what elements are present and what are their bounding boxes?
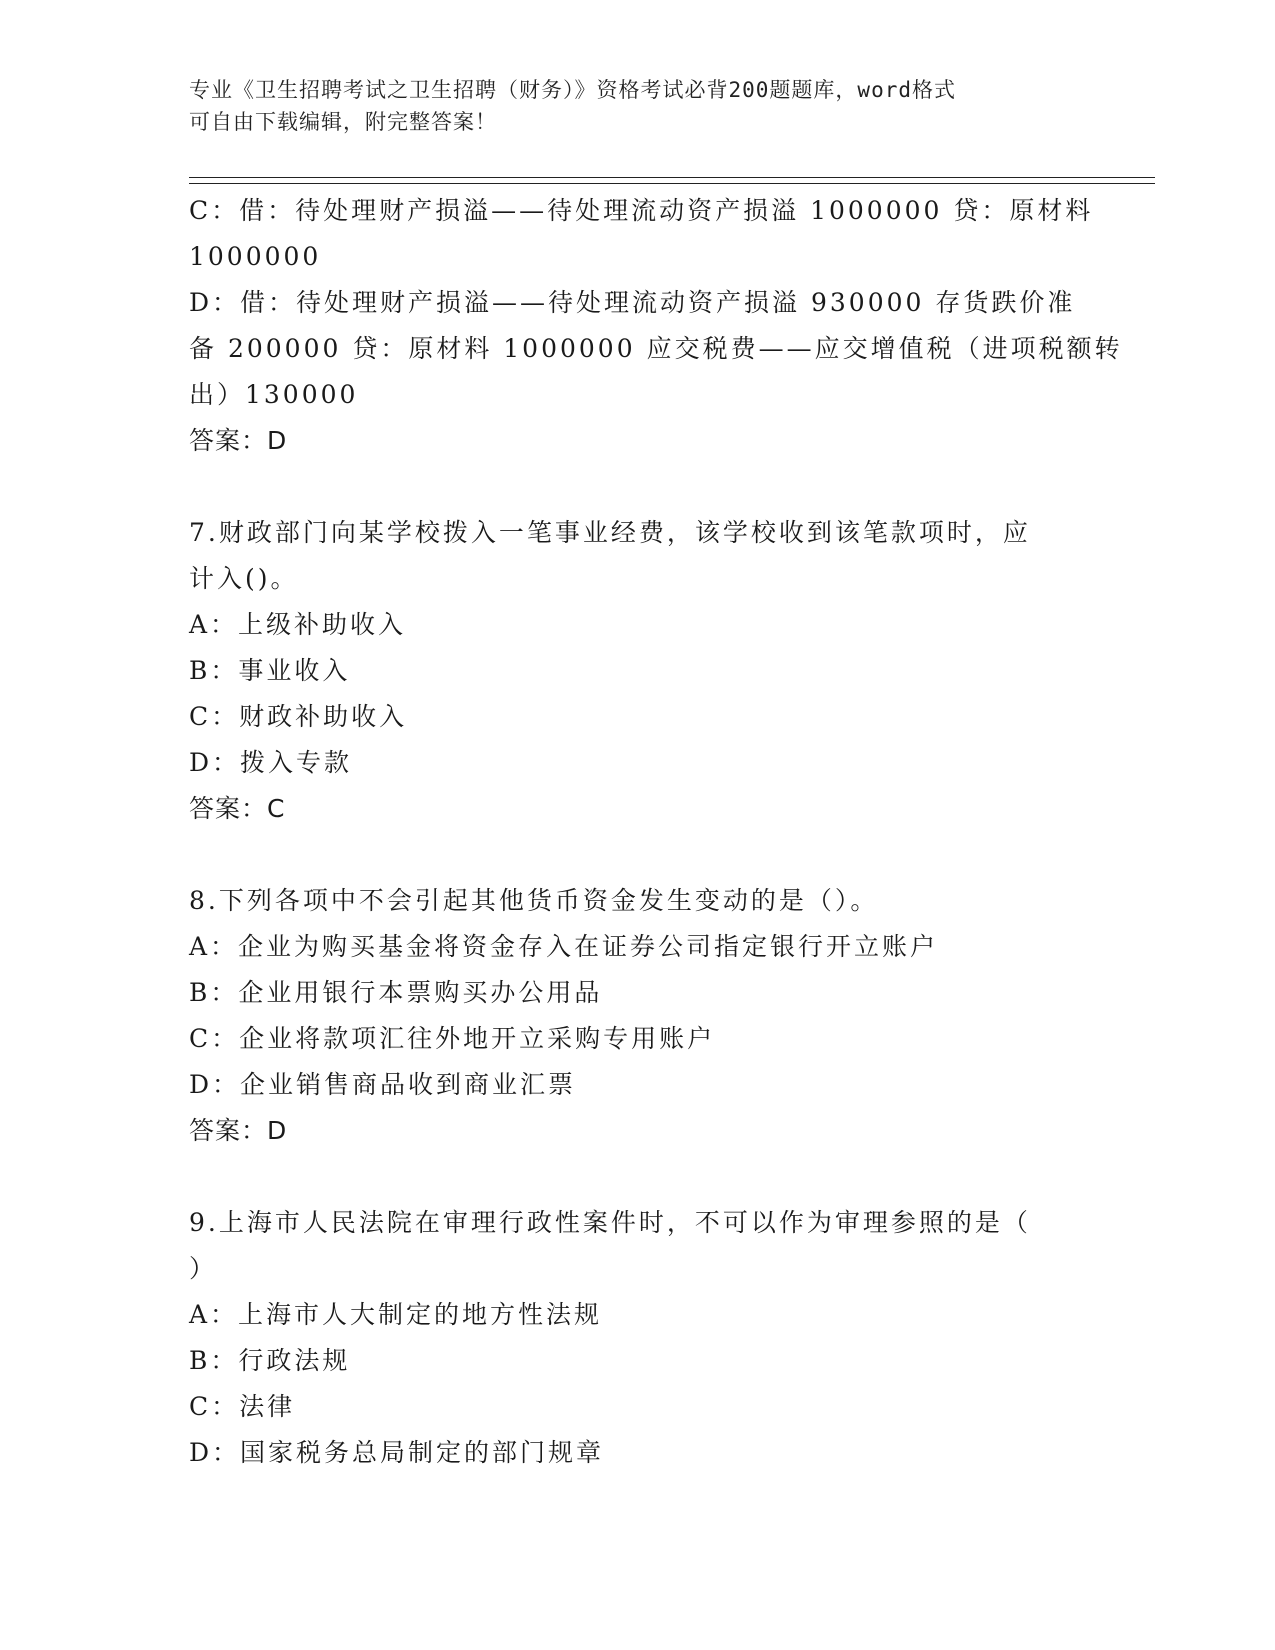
option-c: C：财政补助收入 (189, 702, 408, 731)
previous-question-tail (189, 188, 1123, 464)
document-header (189, 74, 1069, 138)
option-a: A：上海市人大制定的地方性法规 (189, 1300, 603, 1329)
option-d: D：企业销售商品收到商业汇票 (189, 1070, 577, 1099)
option-a: A：上级补助收入 (189, 610, 407, 639)
question-9 (189, 1200, 1089, 1476)
answer-line: 答案：D (189, 1116, 288, 1145)
answer-line: 答案：D (189, 426, 288, 455)
spacer (189, 832, 1089, 878)
option-a: A：企业为购买基金将资金存入在证券公司指定银行开立账户 (189, 932, 939, 961)
option-b: B：行政法规 (189, 1346, 351, 1375)
header-divider-top (189, 177, 1155, 178)
spacer (189, 464, 1089, 510)
question-stem: 9.上海市人民法院在审理行政性案件时，不可以作为审理参照的是（ (189, 1208, 1031, 1237)
option-b: B：企业用银行本票购买办公用品 (189, 978, 603, 1007)
question-stem: 7.财政部门向某学校拨入一笔事业经费，该学校收到该笔款项时，应 (189, 518, 1031, 547)
option-d-continued: 出）130000 (189, 380, 359, 409)
question-stem-continued: 计入()。 (189, 564, 299, 593)
option-d: D：借：待处理财产损溢——待处理流动资产损溢 930000 存货跌价准 (189, 288, 1076, 317)
question-stem-continued: ） (189, 1254, 218, 1283)
spacer (189, 1154, 1089, 1200)
document-body (189, 188, 1123, 1476)
option-c: C：法律 (189, 1392, 296, 1421)
question-stem: 8.下列各项中不会引起其他货币资金发生变动的是（）。 (189, 886, 879, 915)
option-c: C：借：待处理财产损溢——待处理流动资产损溢 1000000 贷：原材料 (189, 196, 1094, 225)
option-d-continued: 备 200000 贷：原材料 1000000 应交税费——应交增值税（进项税额转 (189, 334, 1123, 363)
question-7 (189, 510, 1089, 832)
option-c: C：企业将款项汇往外地开立采购专用账户 (189, 1024, 716, 1053)
header-title-line-2: 可自由下载编辑，附完整答案！ (189, 110, 497, 134)
answer-line: 答案：C (189, 794, 286, 823)
header-title-line-1: 专业《卫生招聘考试之卫生招聘（财务）》资格考试必背200题题库，word格式 (189, 78, 956, 102)
option-d: D：拨入专款 (189, 748, 353, 777)
header-divider-bottom (189, 183, 1155, 184)
question-8 (189, 878, 1089, 1154)
option-b: B：事业收入 (189, 656, 351, 685)
option-c-continued: 1000000 (189, 242, 322, 271)
option-d: D：国家税务总局制定的部门规章 (189, 1438, 605, 1467)
